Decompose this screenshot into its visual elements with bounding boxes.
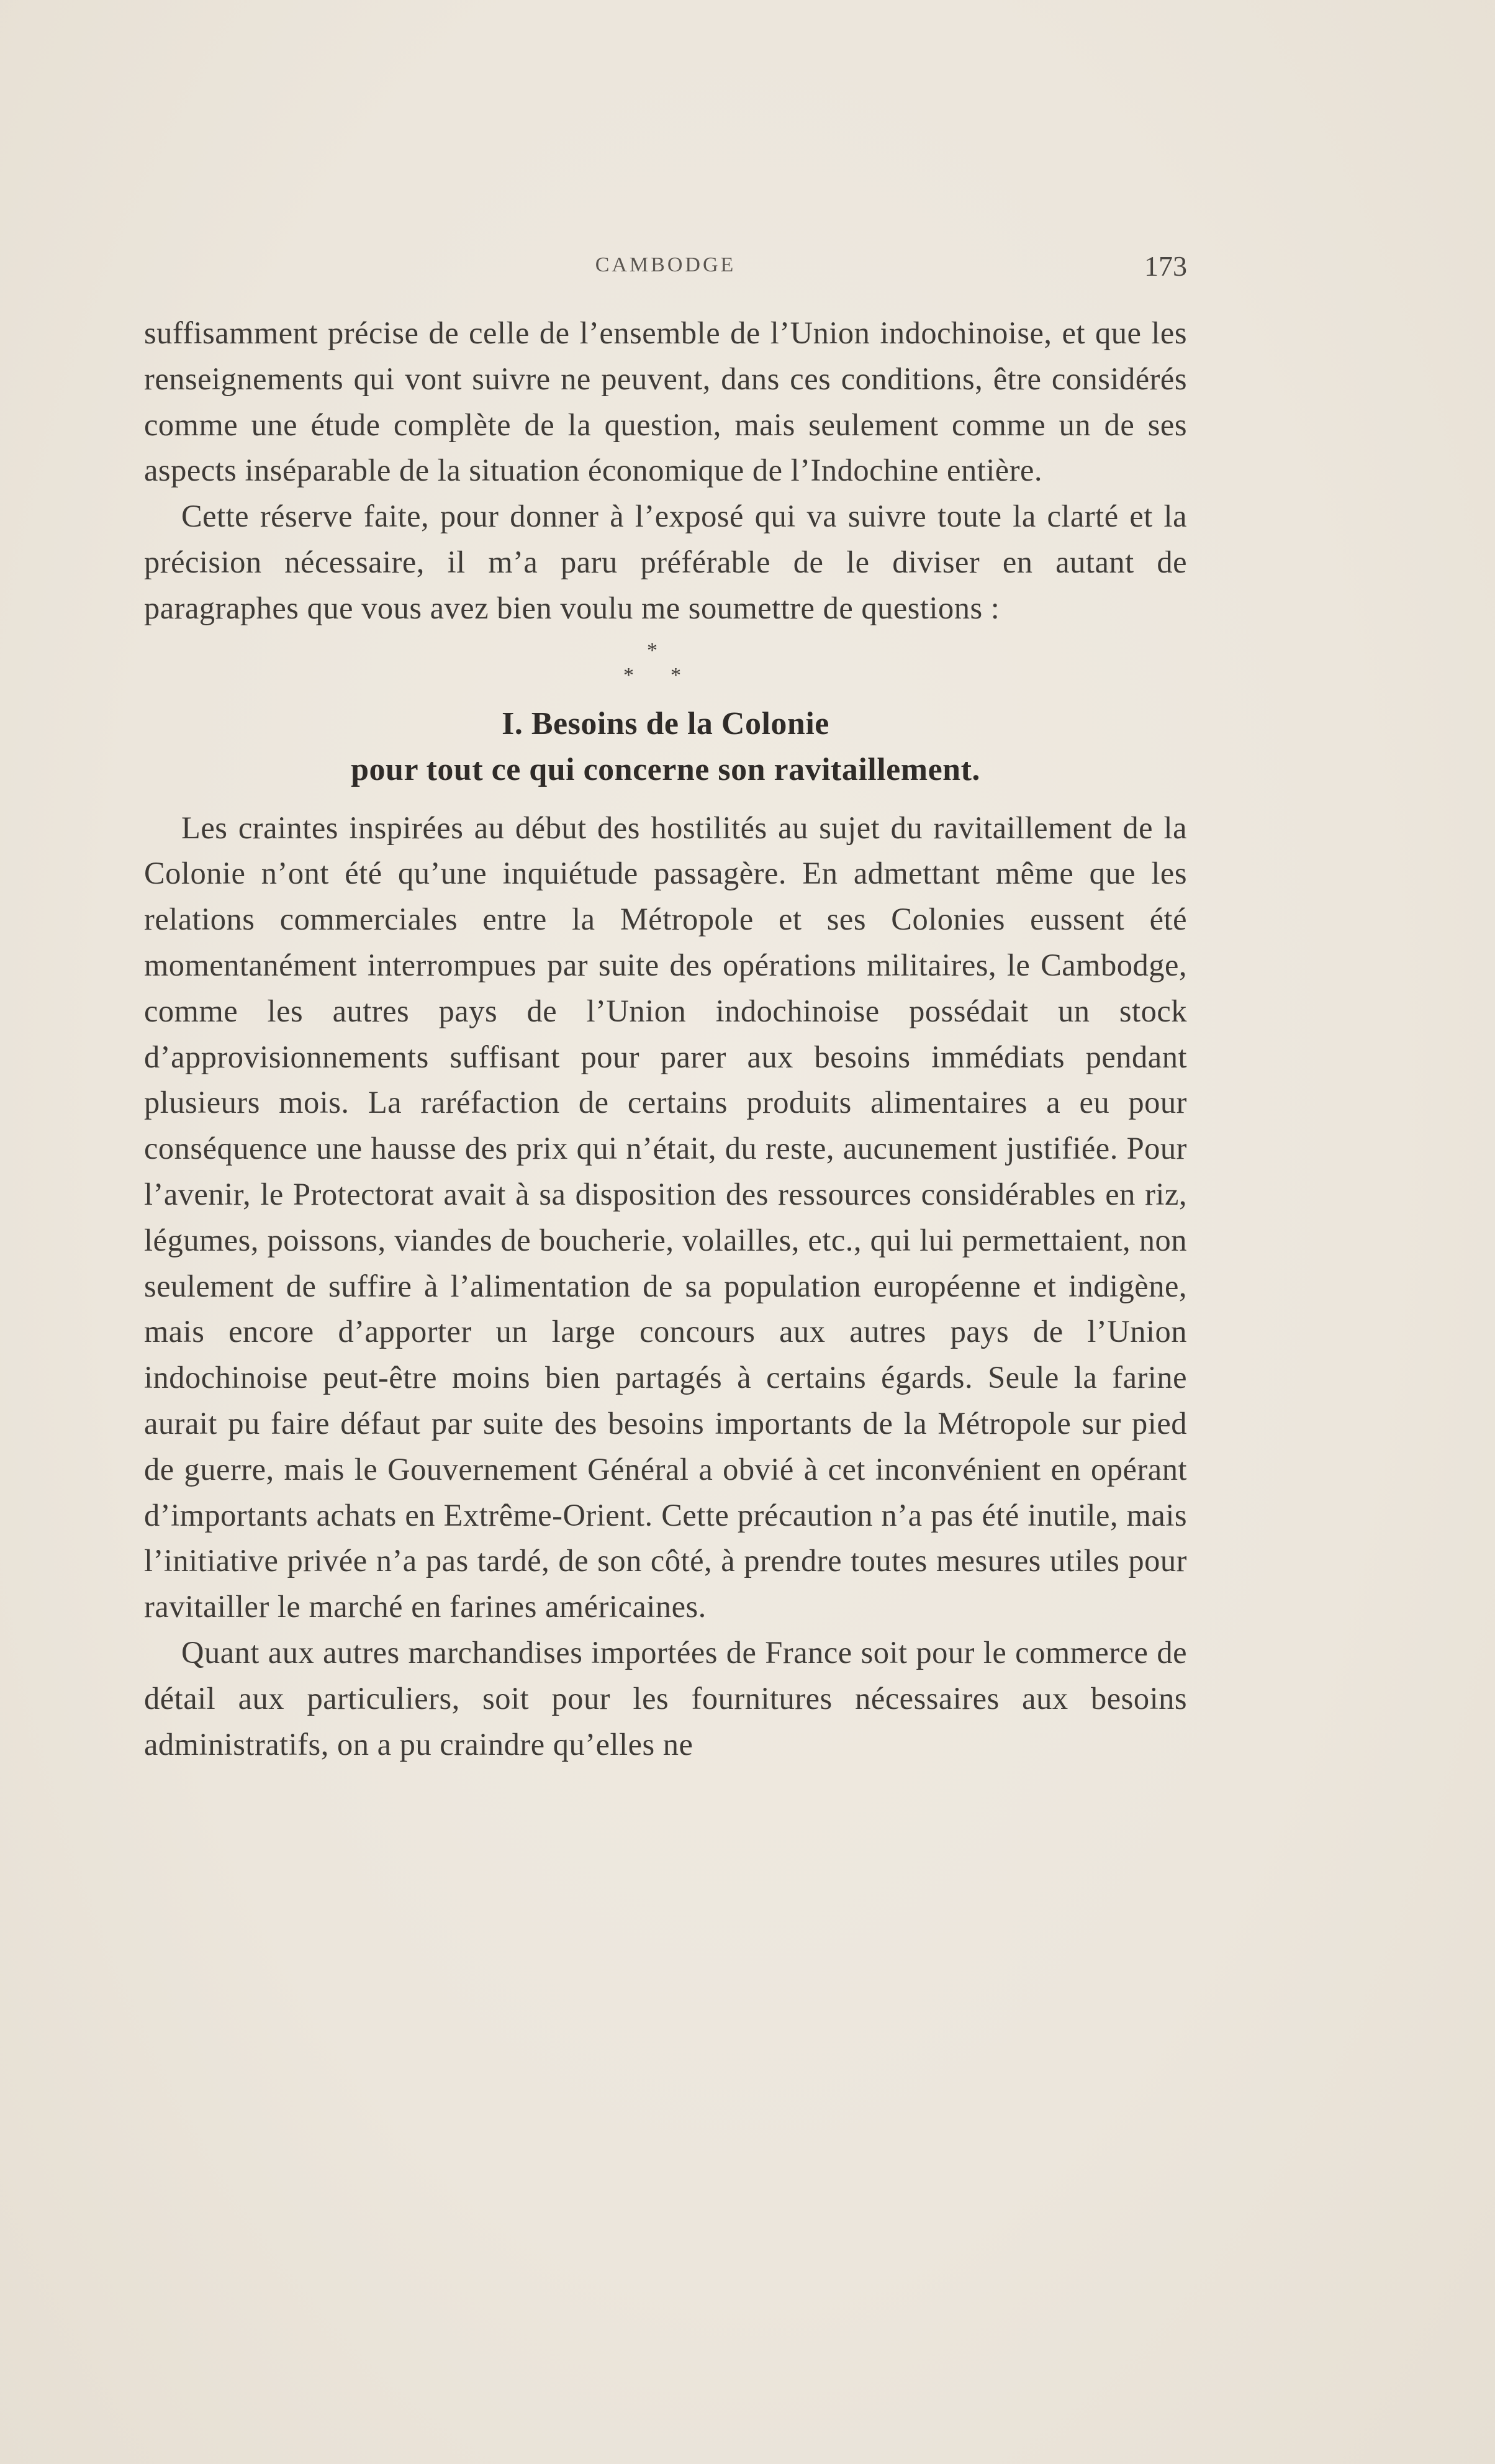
section-heading <box>144 701 1187 793</box>
asterism <box>144 632 1187 701</box>
paragraph-continuation: suffisamment précise de celle de l’ensemble de l’Union indochinoise, et que les renseignements qui vont suivre ne peuvent, dans ces conditions, être considérés comme une étude complète de la question, mais seulement comme un de ses aspects inséparable de la situation économique de l’Indochine entière. <box>144 315 1187 488</box>
asterism-star-left: * <box>623 663 635 687</box>
asterism-star-right: * <box>671 663 682 687</box>
paragraph-ravitaillement: Les craintes inspirées au début des hostilités au sujet du ravitaillement de la Colonie n’ont été qu’une inquiétude passagère. En admettant même que les relations commerciales entre la Métropole et ses Colonies eussent été momentanément interrompues par suite des opérations militaires, le Cambodge, comme les autres pays de l’Union indochinoise possédait un stock d’approvisionnements suffisant pour parer aux besoins immédiats pendant plusieurs mois. La raréfaction de certains produits alimentaires a eu pour conséquence une hausse des prix qui n’était, du reste, aucunement justifiée. Pour l’avenir, le Protectorat avait à sa disposition des ressources considérables en riz, légumes, poissons, viandes de boucherie, volailles, etc., qui lui permettaient, non seulement de suffire à l’alimentation de sa population européenne et indigène, mais encore d’apporter un large concours aux autres pays de l’Union indochinoise peut-être moins bien partagés à certains égards. Seule la farine aurait pu faire défaut par suite des besoins importants de la Métropole sur pied de guerre, mais le Gouvernement Général a obvié à cet inconvénient en opérant d’importants achats en Extrême-Orient. Cette précaution n’a pas été inutile, mais l’initiative privée n’a pas tardé, de son côté, à prendre toutes mesures utiles pour ravitailler le marché en farines américaines. <box>144 810 1187 1624</box>
section-heading-line2: pour tout ce qui concerne son ravitaillement. <box>351 751 980 787</box>
page-number: 173 <box>1144 250 1187 282</box>
running-head <box>144 250 1187 291</box>
asterism-star-top: * <box>647 638 658 662</box>
paragraph-reserve: Cette réserve faite, pour donner à l’exposé qui va suivre toute la clarté et la précision nécessaire, il m’a paru préférable de le diviser en autant de paragraphes que vous avez bien voulu me soumettre de questions : <box>144 499 1187 625</box>
paragraph-marchandises: Quant aux autres marchandises importées de France soit pour le commerce de détail aux particuliers, soit pour les fournitures nécessaires aux besoins administratifs, on a pu craindre qu’elles ne <box>144 1634 1187 1762</box>
running-title: CAMBODGE <box>595 253 736 276</box>
section-heading-line1: I. Besoins de la Colonie <box>502 705 829 741</box>
body-text <box>144 310 1187 1767</box>
